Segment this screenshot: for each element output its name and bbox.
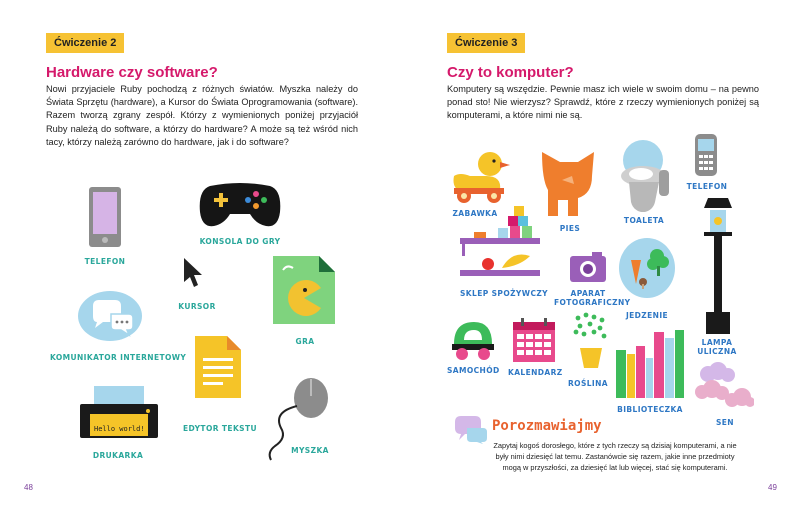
- label-toaleta: TOALETA: [623, 216, 665, 225]
- toy-duck-icon: [450, 150, 512, 206]
- calendar-icon: [511, 316, 557, 364]
- exercise-tag: Ćwiczenie 3: [447, 33, 525, 53]
- plant-icon: [570, 310, 610, 370]
- label-aparat-2: FOTOGRAFICZNY: [554, 298, 631, 307]
- intro-text: Komputery są wszędzie. Pewnie masz ich wiele w swoim domu – na pewno ponad sto! Nie wierzysz? Sprawdź, które z rzeczy wymienionych poniżej są komputerami, a które nimi nie są.: [447, 84, 759, 121]
- dream-clouds-icon: [692, 362, 754, 412]
- intro-text: Nowi przyjaciele Ruby pochodzą z różnych światów. Myszka należy do Świata Sprzętu (hardware), a Kursor do Świata Oprogramowania (software). Razem tworzą zgrany zespół. Którzy z wymienionych poniżej przyjaciół Ruby należą do software, a którzy do hardware? A może są też wśród nich tacy, którzy należą zarówno do hardware, jak i do software?: [46, 84, 358, 147]
- dog-icon: [538, 150, 598, 218]
- talk-text: Zapytaj kogoś dorosłego, które z tych rzeczy są dzisiaj komputerami, a nie były nimi dziesięć lat temu. Zastanówcie się razem, jakie inne przedmioty mogą w przyszłości, za dziesięć lat lub więcej, stać się komputerami.: [493, 441, 737, 472]
- label-komunikator: KOMUNIKATOR INTERNETOWY: [50, 353, 187, 362]
- label-myszka: MYSZKA: [291, 446, 329, 455]
- game-controller-icon: [198, 180, 282, 230]
- text-editor-icon: [193, 334, 243, 400]
- game-file-icon: [271, 254, 337, 326]
- bookshelf-icon: [614, 328, 686, 400]
- label-kalendarz: KALENDARZ: [508, 368, 563, 377]
- camera-icon: [568, 250, 608, 284]
- label-jedzenie: JEDZENIE: [625, 311, 669, 320]
- printout-text: Hello world!: [94, 425, 145, 433]
- label-drukarka: DRUKARKA: [92, 451, 144, 460]
- label-lampa-1: LAMPA: [701, 338, 733, 347]
- label-pies: PIES: [559, 224, 581, 233]
- phone-icon: [87, 186, 123, 248]
- talk-bubbles-icon: [453, 414, 489, 444]
- label-edytor: EDYTOR TEKSTU: [183, 424, 257, 433]
- label-konsola: KONSOLA DO GRY: [199, 237, 281, 246]
- cellphone-icon: [693, 132, 719, 178]
- printer-icon: [78, 384, 160, 442]
- label-sen: SEN: [715, 418, 734, 427]
- chat-bubbles-icon: [77, 290, 143, 342]
- label-biblioteczka: BIBLIOTECZKA: [617, 405, 683, 414]
- page-number: 48: [24, 483, 33, 492]
- label-samochod: SAMOCHÓD: [447, 366, 500, 375]
- label-gra: GRA: [295, 337, 315, 346]
- label-zabawka: ZABAWKA: [452, 209, 498, 218]
- exercise-tag: Ćwiczenie 2: [46, 33, 124, 53]
- food-plate-icon: [617, 236, 677, 300]
- label-roslina: ROŚLINA: [568, 379, 609, 388]
- grocery-shelf-icon: [458, 200, 540, 284]
- label-lampa-2: ULICZNA: [697, 347, 737, 356]
- car-icon: [450, 318, 496, 362]
- label-sklep: SKLEP SPOŻYWCZY: [460, 289, 549, 298]
- page-title: Hardware czy software?: [46, 64, 218, 81]
- page-number: 49: [768, 483, 777, 492]
- page-title: Czy to komputer?: [447, 64, 574, 81]
- cursor-icon: [181, 256, 207, 290]
- street-lamp-icon: [696, 196, 740, 336]
- label-kursor: KURSOR: [178, 302, 216, 311]
- toilet-icon: [619, 138, 671, 216]
- label-aparat-1: APARAT: [570, 289, 606, 298]
- label-telefon: TELEFON: [84, 257, 126, 266]
- label-telefon-right: TELEFON: [686, 182, 728, 191]
- right-page: [400, 0, 800, 513]
- talk-title: Porozmawiajmy: [492, 418, 602, 434]
